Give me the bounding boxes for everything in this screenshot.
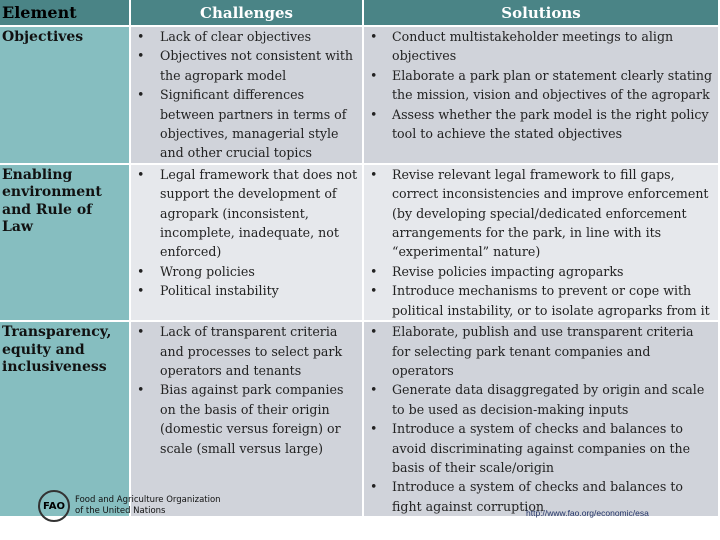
challenges-cell — [130, 26, 363, 164]
element-cell: Transparency, equity and inclusiveness — [0, 321, 130, 517]
table-row — [0, 164, 719, 321]
challenges-cell — [130, 321, 363, 517]
table-row — [0, 26, 719, 164]
solutions-item: • Assess whether the park model is the right policy tool to achieve the stated objectives — [364, 105, 714, 144]
header-challenges: Challenges — [130, 0, 363, 26]
solutions-item: • Generate data disaggregated by origin and scale to be used as decision-making inputs — [364, 380, 714, 419]
solutions-cell — [363, 164, 719, 321]
challenges-cell — [130, 164, 363, 321]
header-element: Element — [0, 0, 130, 26]
solutions-item: • Introduce mechanisms to prevent or cope with political instability, or to isolate agroparks from it — [364, 281, 714, 320]
solutions-cell — [363, 26, 719, 164]
solutions-item: • Revise policies impacting agroparks — [364, 262, 714, 281]
fao-url-link[interactable]: http://www.fao.org/economic/esa — [526, 508, 649, 518]
challenges-item: • Lack of transparent criteria and processes to select park operators and tenants — [131, 322, 358, 380]
solutions-item: • Introduce a system of checks and balances to fight against corruption — [364, 477, 714, 516]
element-cell: Objectives — [0, 26, 130, 164]
challenges-item: • Legal framework that does not support the development of agropark (inconsistent, incomplete, inadequate, not enforced) — [131, 165, 358, 262]
element-cell: Enabling environment and Rule of Law — [0, 164, 130, 321]
challenges-item: • Objectives not consistent with the agropark model — [131, 46, 358, 85]
challenges-item: • Lack of clear objectives — [131, 27, 358, 46]
challenges-item: • Significant differences between partners in terms of objectives, managerial style and other crucial topics — [131, 85, 358, 163]
solutions-item: • Revise relevant legal framework to fill gaps, correct inconsistencies and improve enforcement (by developing special/dedicated enforcement arrangements for the park, in line with its “experimental” nature) — [364, 165, 714, 262]
header-solutions: Solutions — [363, 0, 719, 26]
fao-logo-icon: FAO — [38, 490, 70, 522]
solutions-item: • Elaborate a park plan or statement clearly stating the mission, vision and objectives of the agropark — [364, 66, 714, 105]
org-name: Food and Agriculture Organization of the United Nations — [75, 495, 221, 516]
solutions-item: • Introduce a system of checks and balances to avoid discriminating against companies on the basis of their scale/origin — [364, 419, 714, 477]
solutions-item: • Elaborate, publish and use transparent criteria for selecting park tenant companies and operators — [364, 322, 714, 380]
solutions-cell — [363, 321, 719, 517]
solutions-item: • Conduct multistakeholder meetings to align objectives — [364, 27, 714, 66]
table-row — [0, 321, 719, 517]
challenges-item: • Wrong policies — [131, 262, 358, 281]
fao-footer — [38, 490, 221, 522]
challenges-item: • Bias against park companies on the basis of their origin (domestic versus foreign) or scale (small versus large) — [131, 380, 358, 458]
challenges-item: • Political instability — [131, 281, 358, 300]
